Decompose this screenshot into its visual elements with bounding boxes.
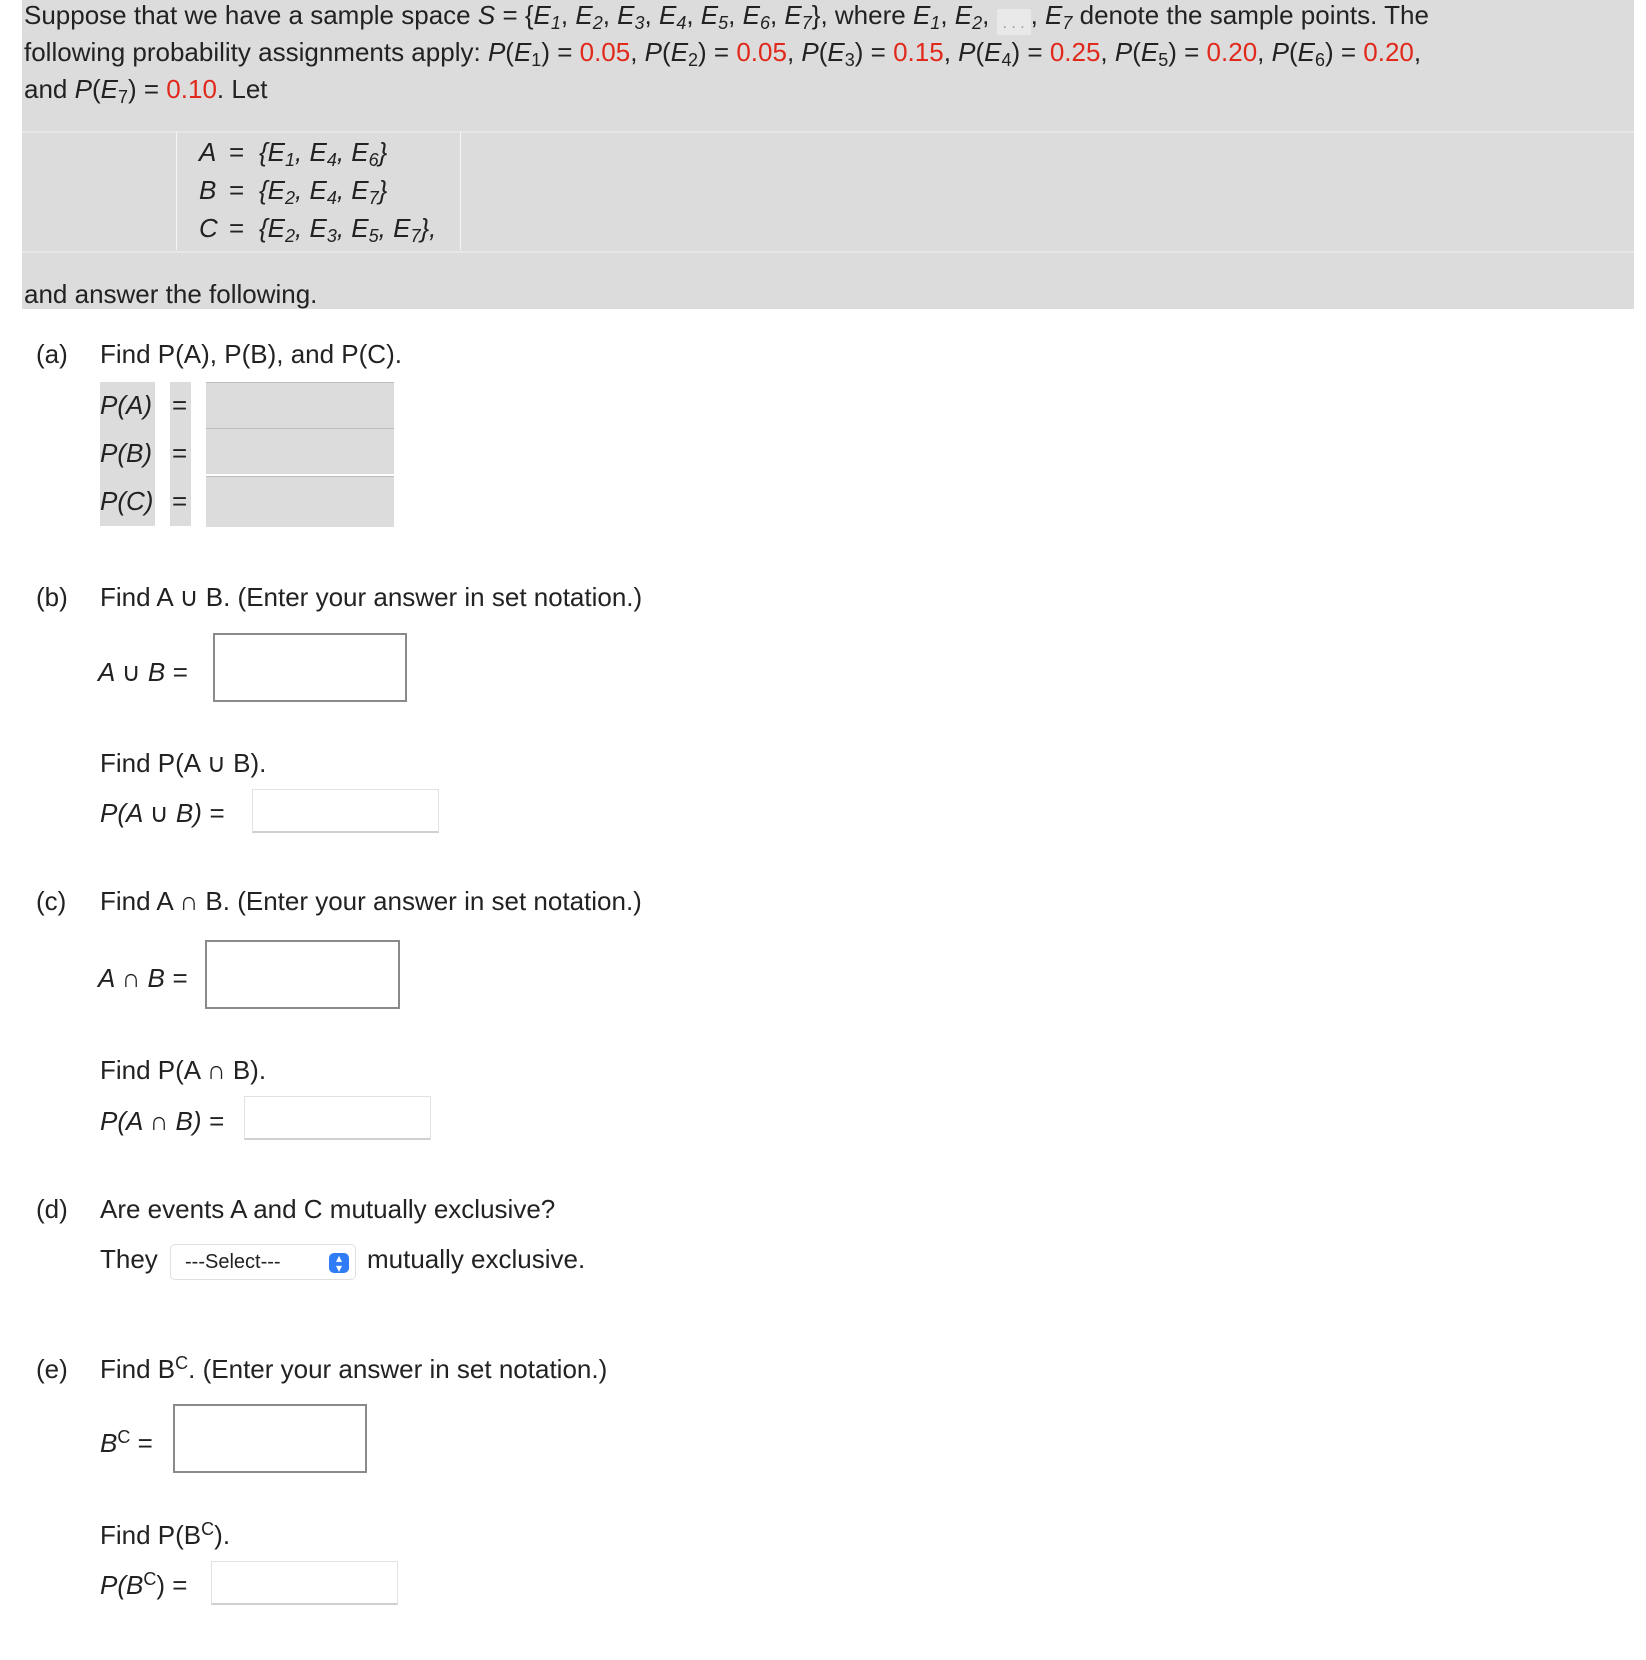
intro-text: following probability assignments apply: [24, 37, 481, 67]
set-b-row [177, 172, 460, 208]
e6: $E_6$ [742, 0, 770, 33]
prob-e2: 0.05 [736, 37, 787, 67]
p-b-eq: = [172, 438, 188, 468]
e1: $E_1$ [533, 0, 561, 33]
part-d-label: (d) [36, 1194, 68, 1224]
p-c-eq: = [172, 486, 188, 516]
p-b-label: P(B) [100, 438, 152, 468]
prob-e5: 0.20 [1206, 37, 1258, 67]
intro-line-3: and $P(E_7) = 0.10$. Let [24, 74, 268, 107]
part-e-prob-question: Find $P(B^C)$. [100, 1519, 231, 1550]
part-c-label: (c) [36, 886, 67, 916]
e2: $E_2$ [575, 0, 603, 33]
prob-e7: 0.10 [166, 74, 217, 104]
part-e-question: Find $B^C$. (Enter your answer in set notation.) [100, 1353, 608, 1384]
p-c-input[interactable] [206, 476, 394, 527]
set-value: {$E_1$, $E_4$, $E_6$} [259, 137, 388, 170]
problem-statement [22, 0, 1634, 309]
intro-line-1: Suppose that we have a sample space $S = \{E_1$, $E_2$, $E_3$, $E_4$, $E_5$, $E_6$, $E_7$}, where $E_1$, $E_2$, . . . , $E_7$ denote the sample points. The [24, 0, 1429, 33]
part-d-suffix: mutually exclusive. [367, 1244, 586, 1274]
intro-text: denote the sample points. The [1079, 0, 1429, 30]
part-d-question: Are events A and C mutually exclusive? [100, 1194, 556, 1224]
set-value: {$E_2$, $E_4$, $E_7$} [259, 175, 388, 208]
intro-text: }, where [811, 0, 906, 30]
a-union-b-label: A ∪ B = [98, 657, 188, 687]
part-c-question: Find A ∩ B. (Enter your answer in set notation.) [100, 886, 642, 916]
p-a-union-b-label: P(A ∪ B) = [100, 798, 225, 828]
prob-e3: 0.15 [893, 37, 944, 67]
p-a-label: P(A) [100, 390, 152, 420]
e5: $E_5$ [700, 0, 729, 33]
part-d-prefix: They [100, 1244, 158, 1274]
e7: $E_7$ [784, 0, 812, 33]
p-b-input[interactable] [206, 428, 394, 474]
p-c-label: P(C) [100, 486, 154, 516]
select-value: ---Select--- [185, 1251, 281, 1273]
set-name: C [199, 213, 218, 243]
p-a-input[interactable] [206, 382, 394, 428]
prob-e1: 0.05 [579, 37, 631, 67]
select-chevron-icon: ▴ ▾ [329, 1253, 349, 1273]
intro-line-2: following probability assignments apply: $P(E_1) = 0.05$, $P(E_2) = 0.05$, $P(E_3) = 0.15$, $P(E_4) = 0.25$, $P(E_5) = 0.20$, $P(E_6) = 0.20$, [24, 37, 1422, 70]
part-a-label: (a) [36, 339, 68, 369]
p-a-eq: = [172, 390, 188, 420]
intro-closing: and answer the following. [24, 279, 318, 309]
part-b-question: Find A ∪ B. (Enter your answer in set notation.) [100, 582, 643, 612]
set-definitions [176, 132, 461, 250]
set-eq: = [229, 213, 245, 243]
a-union-b-input[interactable] [213, 633, 407, 702]
b-complement-input[interactable] [173, 1404, 367, 1473]
intro-text: . Let [216, 74, 268, 104]
p-a-union-b-input[interactable] [252, 789, 439, 833]
set-name: A [199, 137, 217, 167]
ellipsis-icon: . . . [997, 9, 1031, 35]
e3: $E_3$ [617, 0, 645, 33]
divider [22, 251, 1634, 253]
intro-text: = { [502, 0, 534, 30]
set-eq: = [229, 175, 245, 205]
part-a-question: Find P(A), P(B), and P(C). [100, 339, 402, 369]
set-value: {$E_2$, $E_3$, $E_5$, $E_7$}, [259, 213, 437, 246]
set-eq: = [229, 137, 245, 167]
part-b-prob-question: Find P(A ∪ B). [100, 748, 267, 778]
sample-space-symbol: S [477, 0, 496, 30]
set-c-row [177, 210, 460, 246]
a-intersect-b-input[interactable] [205, 940, 400, 1009]
e4: $E_4$ [658, 0, 687, 33]
a-intersect-b-label: A ∩ B = [98, 963, 188, 993]
mutually-exclusive-select[interactable] [170, 1244, 356, 1280]
prob-e6: 0.20 [1363, 37, 1414, 67]
part-e-label: (e) [36, 1354, 68, 1384]
prob-e4: 0.25 [1049, 37, 1101, 67]
p-b-complement-input[interactable] [211, 1561, 398, 1605]
p-b-complement-label: $P(B^C)$ = [100, 1569, 188, 1600]
set-a-row [177, 134, 460, 170]
p-a-intersect-b-input[interactable] [244, 1096, 431, 1140]
intro-text: Suppose that we have a sample space [24, 0, 471, 30]
b-complement-label: $B^C$ = [100, 1427, 153, 1458]
set-name: B [199, 175, 217, 205]
part-b-label: (b) [36, 582, 68, 612]
part-c-prob-question: Find P(A ∩ B). [100, 1055, 267, 1085]
intro-text: and [24, 74, 68, 104]
p-a-intersect-b-label: P(A ∩ B) = [100, 1106, 224, 1136]
